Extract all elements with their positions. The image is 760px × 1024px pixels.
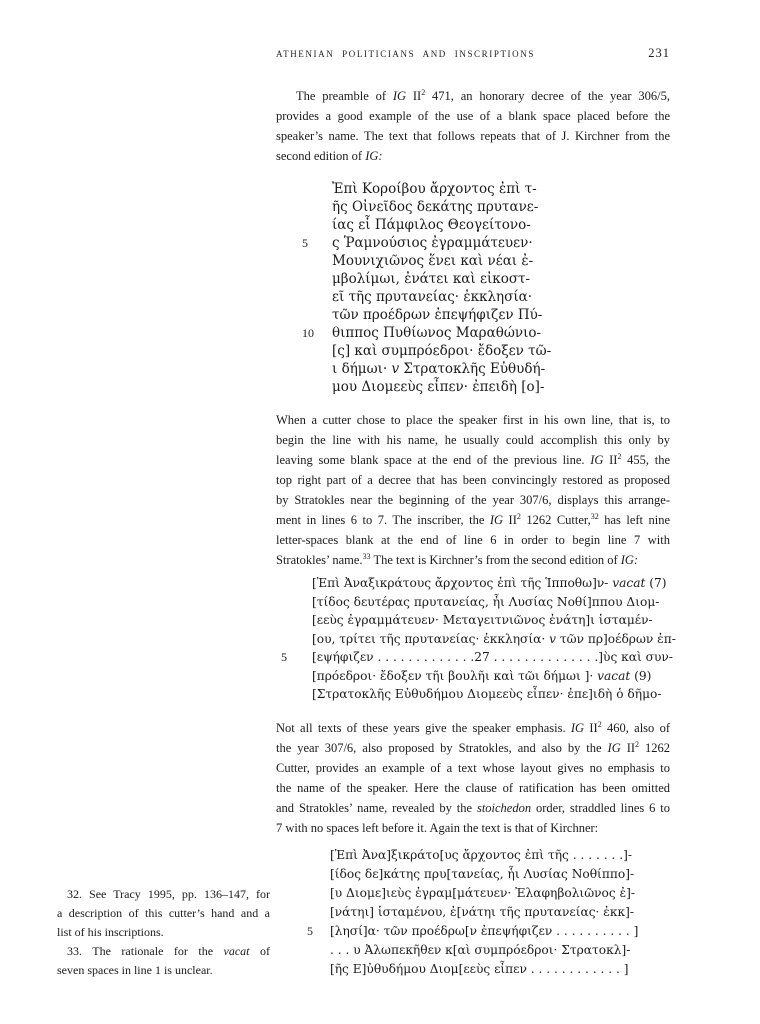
inscription-line-number: 5: [307, 923, 313, 938]
text-line: seven spaces in line 1 is unclear.: [57, 963, 213, 977]
inscription-line-text: . . . υ Ἀλωπεκῆθεν κ[αὶ συμπρόεδροι· Στρατοκλ]-: [330, 942, 631, 957]
italic-text: IG:: [365, 149, 383, 163]
inscription-line: [276, 611, 670, 630]
italic-text: stoichedon: [476, 800, 532, 815]
inscription-line: [276, 922, 670, 941]
inscription-line-number: 10: [302, 326, 314, 340]
inscription-line-text: Ἐπὶ Κοροίβου ἄρχοντος ἐπὶ τ-: [332, 181, 537, 197]
text-line: Not all texts of these years give the speaker emphasis. IG $II^2$ 460, also of: [276, 719, 670, 735]
inscription-line-text: [υ Διομε]ιεὺς ἐγραμ[μάτευεν· Ἐλαφηβολιῶνος ἐ]-: [330, 885, 635, 900]
inscription-line: [276, 630, 676, 649]
superscript: 2: [617, 451, 622, 461]
inscription-line-text: μου Διομεεὺς εἶπεν· ἐπειδὴ [ο]-: [332, 379, 545, 395]
footnote-32: [57, 885, 270, 942]
inscription-line: [276, 648, 673, 667]
inscription-ig-460: [276, 846, 670, 979]
inscription-line-text: [τίδος δευτέρας πρυτανείας, ἧι Λυσίας Νοθί]ππου Διομ-: [312, 594, 660, 609]
inscription-line: [276, 360, 670, 378]
superscript: 32: [590, 511, 599, 521]
inscription-line-text: ῆς Οἰνεῖδος δεκάτης πρυτανε-: [332, 199, 539, 215]
text-line: second edition of IG:: [276, 149, 383, 163]
inscription-line: [276, 593, 670, 612]
paragraph-1: [276, 86, 670, 166]
inscription-line-text: ς Ῥαμνούσιος ἐγραμμάτευεν·: [332, 235, 533, 251]
inscription-line-text: [Ἐπὶ Ἀναξικράτους ἄρχοντος ἐπὶ τῆς Ἱπποθω]ν- vacat (7): [312, 576, 667, 590]
text-line: top right part of a decree that has been convincingly restored as proposed: [276, 473, 670, 487]
inscription-line: [276, 378, 670, 396]
inscription-line: [276, 180, 670, 198]
inscription-line: [276, 216, 670, 234]
inscription-ig-455: [276, 574, 676, 704]
text-line: 33. The rationale for the vacat of: [67, 944, 270, 958]
inscription-line: [276, 342, 670, 360]
text-column: [276, 86, 676, 979]
inscription-line-text: ίας εἷ Πάμφιλος Θεογείτονο-: [332, 217, 531, 233]
inscription-line-text: [ίδος δε]κάτης πρυ[τανείας, ἧι Λυσίας Νοθίππο]-: [330, 866, 635, 881]
inscription-line-text: [ου, τρίτει τῆς πρυτανείας· ἐκκλησία· v τῶν πρ]οέδρων ἐπ-: [312, 631, 676, 646]
inscription-line-text: [νάτηι] ἱσταμένου, ἐ[νάτηι τῆς πρυτανείας· ἐκκ]-: [330, 904, 634, 919]
inscription-line-text: [Στρατοκλῆς Εὐθυδήμου Διομεεὺς εἶπεν· ἐπε]ιδὴ ὁ δῆμο-: [312, 687, 662, 701]
inscription-line: [276, 960, 670, 979]
italic-text: v: [391, 361, 400, 377]
text-line: 7 with no spaces left before it. Again the text is that of Kirchner:: [276, 820, 599, 835]
inscription-line-text: εῖ τῆς πρυτανείας· ἐκκλησία·: [332, 289, 533, 305]
text-line: the name of the speaker. Here the clause of ratification has been omitted: [276, 780, 670, 795]
inscription-line-number: 5: [302, 236, 308, 250]
italic-text: IG: [570, 720, 585, 735]
inscription-line-text: [ῆς Ε]ὐθυδήμου Διομ[εεὺς εἶπεν . . . . . . . . . . . . ]: [330, 961, 629, 976]
inscription-line-text: [εψήφιζεν . . . . . . . . . . . . .27 . . . . . . . . . . . . . .]ὺς καὶ συν-: [312, 650, 673, 664]
text-line: a description of this cutter’s hand and a: [57, 906, 270, 920]
superscript: 2: [597, 719, 602, 729]
inscription-line: [276, 252, 670, 270]
inscription-line: [276, 288, 670, 306]
inscription-line: [276, 846, 670, 865]
text-line: and Stratokles’ name, revealed by the stoichedon order, straddled lines 6 to: [276, 800, 670, 815]
text-line: speaker’s name. The text that follows repeats that of J. Kirchner from the: [276, 129, 670, 143]
inscription-line: [276, 685, 670, 704]
inscription-ig-471: [276, 180, 670, 396]
italic-text: IG: [590, 453, 604, 467]
inscription-line-text: Μουνιχιῶνος ἕνει καὶ νέαι ἐ-: [332, 253, 534, 269]
text-line: 32. See Tracy 1995, pp. 136–147, for: [67, 887, 270, 901]
footnote-33: [57, 942, 270, 980]
italic-text: IG: [489, 513, 504, 527]
text-line: list of his inscriptions.: [57, 925, 164, 939]
text-line: provides a good example of the use of a blank space placed before the: [276, 109, 670, 123]
inscription-line-text: [πρόεδροι· ἔδοξεν τῆι βουλῆι καὶ τῶι δήμωι ]· vacat (9): [312, 668, 652, 683]
inscription-line-number: 5: [281, 650, 287, 664]
running-head: ATHENIAN POLITICIANS AND INSCRIPTIONS: [276, 49, 535, 59]
text-line: the year 307/6, also proposed by Stratokles, and also by the IG $II^2$ 1262: [276, 739, 670, 755]
inscription-line: [276, 941, 670, 960]
inscription-line: [276, 306, 670, 324]
inscription-line: [276, 270, 670, 288]
inscription-line-text: μβολίμωι, ἐνάτει καὶ εἰκοστ-: [332, 271, 531, 287]
superscript: 2: [516, 511, 521, 521]
page-header: [276, 46, 670, 61]
superscript: 2: [421, 87, 426, 97]
inscription-line: [276, 884, 670, 903]
text-line: Cutter, provides an example of a text whose layout gives no emphasis to: [276, 760, 670, 775]
superscript: 2: [635, 739, 640, 749]
paragraph-2: [276, 410, 670, 570]
inscription-line-text: [λησί]α· τῶν προέδρω[ν ἐπεψήφιζεν . . . . . . . . . . ]: [330, 923, 639, 938]
text-line: leaving some blank space at the end of the previous line. IG $II^2$ 455, the: [276, 451, 670, 467]
superscript: 33: [362, 551, 371, 561]
inscription-line: [276, 574, 670, 593]
inscription-line-text: [Ἐπὶ Ἀνα]ξικράτο[υς ἄρχοντος ἐπὶ τῆς . . . . . . .]-: [330, 847, 632, 862]
text-line: by Stratokles near the beginning of the year 307/6, displays this arrange-: [276, 493, 670, 507]
italic-text: IG: [607, 740, 621, 755]
text-line: Stratokles’ name.$^{33}$ The text is Kirchner’s from the second edition of IG:: [276, 551, 639, 567]
text-line: begin the line with his name, he usually could accomplish this only by: [276, 433, 670, 447]
italic-text: IG: [392, 89, 407, 103]
inscription-line: [276, 198, 670, 216]
inscription-line: [276, 324, 670, 342]
italic-text: vacat: [597, 668, 631, 683]
italic-text: IG:: [620, 553, 639, 567]
inscription-line: [276, 234, 670, 252]
page-number: 231: [648, 46, 670, 60]
text-line: letter-spaces blank at the end of line 6 in order to begin line 7 with: [276, 533, 670, 547]
text-line: When a cutter chose to place the speaker first in his own line, that is, to: [276, 413, 670, 427]
inscription-line-text: [εεὺς ἐγραμμάτευεν· Μεταγειτνιῶνος ἐνάτη]ι ἱσταμέν-: [312, 613, 653, 627]
italic-text: vacat: [223, 944, 250, 958]
italic-text: v: [549, 631, 557, 646]
footnotes: [57, 885, 270, 980]
inscription-line: [276, 903, 670, 922]
inscription-line-text: [ς] καὶ συμπρόεδροι· ἔδοξεν τῶ-: [332, 343, 552, 359]
inscription-line-text: τῶν προέδρων ἐπεψήφιζεν Πύ-: [332, 307, 543, 323]
paragraph-3: [276, 718, 670, 838]
italic-text: vacat: [612, 576, 646, 590]
text-line: ment in lines 6 to 7. The inscriber, the IG $II^2$ 1262 Cutter,$^{32}$ has left nine: [276, 511, 671, 527]
inscription-line-text: ι δήμωι· v Στρατοκλῆς Εὐθυδή-: [332, 361, 546, 377]
inscription-line-text: θιππος Πυθίωνος Μαραθώνιο-: [332, 325, 542, 341]
inscription-line: [276, 865, 670, 884]
text-line: The preamble of IG $II^2$ 471, an honorary decree of the year 306/5,: [296, 87, 670, 103]
inscription-line: [276, 667, 670, 686]
